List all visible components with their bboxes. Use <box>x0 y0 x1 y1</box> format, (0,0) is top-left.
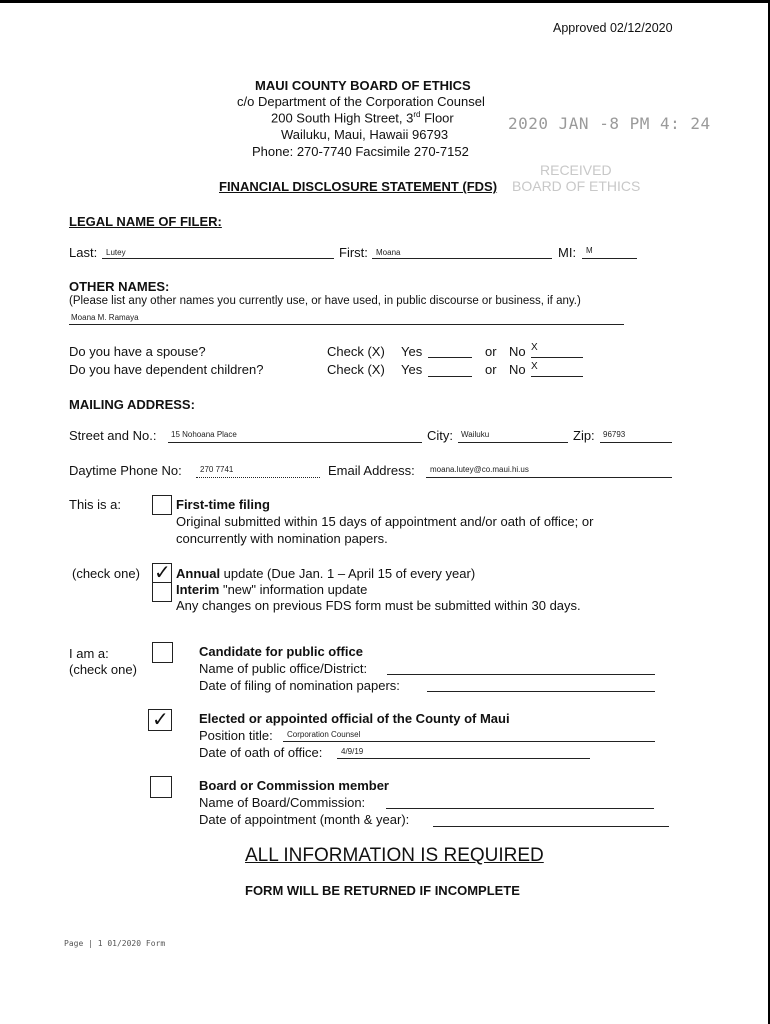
board-title: Board or Commission member <box>199 778 389 793</box>
spouse-no-line <box>531 357 583 358</box>
spouse-no-label: No <box>509 344 526 359</box>
first-time-desc-2: concurrently with nomination papers. <box>176 531 388 546</box>
org-phone: Phone: 270-7740 Facsimile 270-7152 <box>252 144 469 159</box>
mi-value[interactable]: M <box>586 246 593 255</box>
children-yes-line[interactable] <box>428 376 472 377</box>
approved-date: Approved 02/12/2020 <box>553 21 673 35</box>
spouse-question: Do you have a spouse? <box>69 344 206 359</box>
interim-option: Interim "new" information update <box>176 582 368 597</box>
street-value[interactable]: 15 Nohoana Place <box>171 430 237 439</box>
received-stamp-label: RECEIVED <box>540 162 612 178</box>
other-names-instruction: (Please list any other names you currently use, or have used, in public discourse or business, if any.) <box>69 295 581 307</box>
children-or-label: or <box>485 362 497 377</box>
required-notice: ALL INFORMATION IS REQUIRED <box>245 845 544 866</box>
other-names-line <box>69 324 624 325</box>
position-title-line <box>283 741 655 742</box>
org-address-line2: 200 South High Street, 3rd Floor <box>271 110 454 126</box>
zip-line <box>600 442 672 443</box>
city-label: City: <box>427 428 453 443</box>
legal-name-heading: LEGAL NAME OF FILER: <box>69 214 222 229</box>
check-one-label: (check one) <box>72 566 140 581</box>
first-time-checkbox[interactable] <box>152 495 172 515</box>
annual-checkmark: ✓ <box>154 562 171 584</box>
children-no-mark[interactable]: X <box>531 361 538 372</box>
first-time-title: First-time filing <box>176 497 270 512</box>
email-value[interactable]: moana.lutey@co.maui.hi.us <box>430 465 529 474</box>
spouse-yes-label: Yes <box>401 344 423 359</box>
first-name-line <box>372 258 552 259</box>
candidate-checkbox[interactable] <box>152 642 173 663</box>
children-no-line <box>531 376 583 377</box>
phone-label: Daytime Phone No: <box>69 463 182 478</box>
phone-value[interactable]: 270 7741 <box>200 465 234 474</box>
last-name-label: Last: <box>69 245 98 260</box>
spouse-yes-line[interactable] <box>428 357 472 358</box>
last-name-value[interactable]: Lutey <box>106 248 126 257</box>
position-title-value[interactable]: Corporation Counsel <box>287 730 361 739</box>
zip-value[interactable]: 96793 <box>603 430 626 439</box>
received-stamp-board: BOARD OF ETHICS <box>512 178 641 194</box>
role-check-one-label: (check one) <box>69 662 137 677</box>
interim-desc: Any changes on previous FDS form must be submitted within 30 days. <box>176 598 581 613</box>
page-top-border <box>0 0 770 3</box>
email-line <box>426 477 672 478</box>
candidate-office-label: Name of public office/District: <box>199 661 368 676</box>
children-no-label: No <box>509 362 526 377</box>
spouse-or-label: or <box>485 344 497 359</box>
mi-label: MI: <box>558 245 577 260</box>
oath-date-label: Date of oath of office: <box>199 745 323 760</box>
city-value[interactable]: Wailuku <box>461 430 490 439</box>
phone-line <box>196 477 320 478</box>
annual-option: Annual update (Due Jan. 1 – April 15 of every year) <box>176 566 476 581</box>
first-time-desc-1: Original submitted within 15 days of appointment and/or oath of office; or <box>176 514 594 529</box>
mailing-heading: MAILING ADDRESS: <box>69 397 195 412</box>
children-yes-label: Yes <box>401 362 423 377</box>
candidate-date-label: Date of filing of nomination papers: <box>199 678 400 693</box>
spouse-check-label: Check (X) <box>327 344 385 359</box>
official-title: Elected or appointed official of the County of Maui <box>199 711 510 726</box>
other-names-heading: OTHER NAMES: <box>69 279 170 294</box>
first-name-value[interactable]: Moana <box>376 248 401 257</box>
mi-line <box>582 258 637 259</box>
interim-checkbox[interactable] <box>152 582 172 602</box>
incomplete-notice: FORM WILL BE RETURNED IF INCOMPLETE <box>245 883 520 898</box>
board-name-label: Name of Board/Commission: <box>199 795 366 810</box>
board-checkbox[interactable] <box>150 776 172 798</box>
candidate-date-line[interactable] <box>427 691 655 692</box>
i-am-a-label: I am a: <box>69 646 109 661</box>
street-label: Street and No.: <box>69 428 157 443</box>
street-line <box>168 442 422 443</box>
city-line <box>458 442 568 443</box>
other-names-value[interactable]: Moana M. Ramaya <box>71 313 139 322</box>
board-date-label: Date of appointment (month & year): <box>199 812 410 827</box>
first-name-label: First: <box>339 245 368 260</box>
candidate-title: Candidate for public office <box>199 644 363 659</box>
org-address-line1: c/o Department of the Corporation Counsel <box>237 94 485 109</box>
children-check-label: Check (X) <box>327 362 385 377</box>
this-is-a-label: This is a: <box>69 497 122 512</box>
email-label: Email Address: <box>328 463 415 478</box>
page-footer: Page | 1 01/2020 Form <box>64 939 166 948</box>
board-name-line[interactable] <box>386 808 654 809</box>
zip-label: Zip: <box>573 428 595 443</box>
candidate-office-line[interactable] <box>387 674 655 675</box>
org-name: MAUI COUNTY BOARD OF ETHICS <box>255 78 471 93</box>
oath-date-value[interactable]: 4/9/19 <box>341 747 364 756</box>
last-name-line <box>102 258 334 259</box>
children-question: Do you have dependent children? <box>69 362 264 377</box>
form-title: FINANCIAL DISCLOSURE STATEMENT (FDS) <box>219 179 498 194</box>
position-title-label: Position title: <box>199 728 273 743</box>
official-checkmark: ✓ <box>152 709 169 731</box>
board-date-line[interactable] <box>433 826 669 827</box>
oath-date-line <box>337 758 590 759</box>
received-stamp-date: 2020 JAN -8 PM 4: 24 <box>508 114 711 133</box>
org-address-line3: Wailuku, Maui, Hawaii 96793 <box>281 127 449 142</box>
spouse-no-mark[interactable]: X <box>531 342 538 353</box>
